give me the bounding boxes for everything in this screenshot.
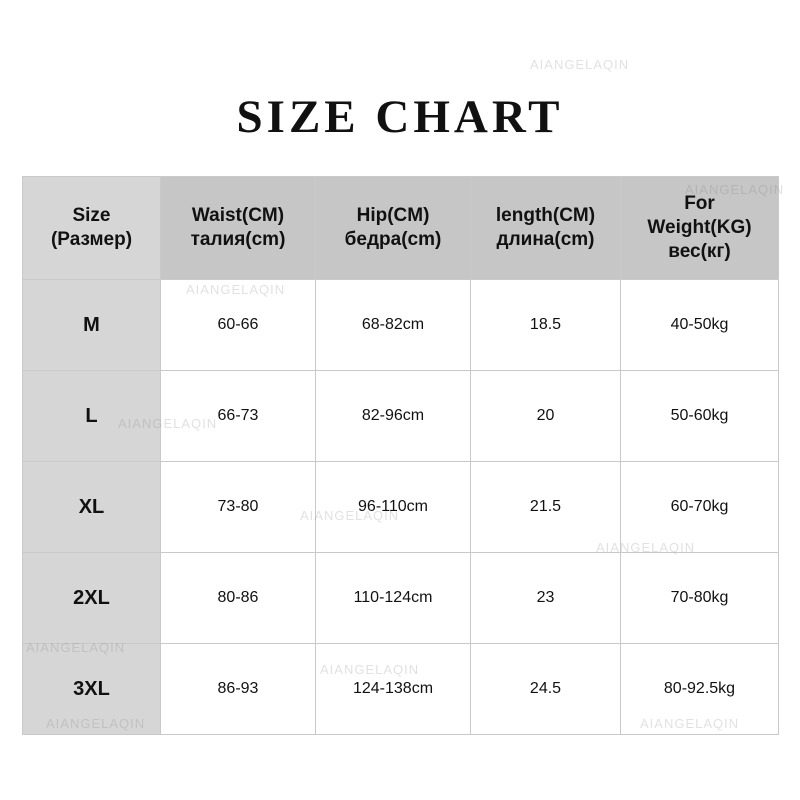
column-header-length-line-1: length(CM) [495, 205, 596, 227]
column-header-weight-line-1: For [684, 193, 715, 215]
column-header-weight-line-3: вес(кг) [668, 240, 731, 262]
cell-waist: 86-93 [161, 644, 316, 735]
table-row [23, 371, 779, 462]
cell-hip: 68-82cm [316, 280, 471, 371]
cell-size: 2XL [23, 553, 161, 644]
cell-waist: 60-66 [161, 280, 316, 371]
cell-size: 3XL [23, 644, 161, 735]
column-header-weight [621, 177, 779, 280]
cell-weight: 60-70kg [621, 462, 779, 553]
title-area [22, 58, 778, 176]
table-header [23, 177, 779, 280]
table-row [23, 462, 779, 553]
cell-weight: 80-92.5kg [621, 644, 779, 735]
column-header-length [471, 177, 621, 280]
table-row [23, 280, 779, 371]
size-chart-table [22, 176, 779, 735]
table-row [23, 644, 779, 735]
cell-hip: 96-110cm [316, 462, 471, 553]
cell-waist: 80-86 [161, 553, 316, 644]
watermark-text: AIANGELAQIN [530, 57, 630, 72]
column-header-waist-line-2: талия(cm) [190, 229, 286, 250]
cell-length: 21.5 [471, 462, 621, 553]
column-header-waist [161, 177, 316, 280]
table-body [23, 280, 779, 735]
cell-weight: 50-60kg [621, 371, 779, 462]
cell-length: 18.5 [471, 280, 621, 371]
watermark-text: AIANGELAQIN [685, 182, 785, 197]
column-header-length-line-2: длина(cm) [496, 229, 595, 250]
page-title: SIZE CHART [236, 91, 564, 143]
cell-hip: 110-124cm [316, 553, 471, 644]
watermark-text: AIANGELAQIN [46, 716, 146, 731]
column-header-size-line-1: Size [72, 205, 111, 227]
cell-length: 23 [471, 553, 621, 644]
cell-size: L [23, 371, 161, 462]
column-header-weight-line-2: Weight(KG) [647, 217, 752, 239]
column-header-hip-line-1: Hip(CM) [356, 205, 430, 227]
column-header-hip [316, 177, 471, 280]
cell-size: XL [23, 462, 161, 553]
column-header-hip-line-2: бедра(cm) [344, 229, 442, 250]
cell-hip: 82-96cm [316, 371, 471, 462]
watermark-text: AIANGELAQIN [118, 416, 218, 431]
column-header-waist-line-1: Waist(CM) [191, 205, 285, 227]
cell-length: 24.5 [471, 644, 621, 735]
watermark-text: AIANGELAQIN [640, 716, 740, 731]
column-header-size-line-2: (Размер) [50, 229, 133, 250]
watermark-text: AIANGELAQIN [26, 640, 126, 655]
cell-length: 20 [471, 371, 621, 462]
column-header-size [23, 177, 161, 280]
cell-waist: 73-80 [161, 462, 316, 553]
watermark-text: AIANGELAQIN [596, 540, 696, 555]
cell-hip: 124-138cm [316, 644, 471, 735]
watermark-text: AIANGELAQIN [300, 508, 400, 523]
cell-weight: 70-80kg [621, 553, 779, 644]
cell-weight: 40-50kg [621, 280, 779, 371]
table-header-row [23, 177, 779, 280]
cell-waist: 66-73 [161, 371, 316, 462]
watermark-text: AIANGELAQIN [186, 282, 286, 297]
table-row [23, 553, 779, 644]
cell-size: M [23, 280, 161, 371]
watermark-text: AIANGELAQIN [320, 662, 420, 677]
